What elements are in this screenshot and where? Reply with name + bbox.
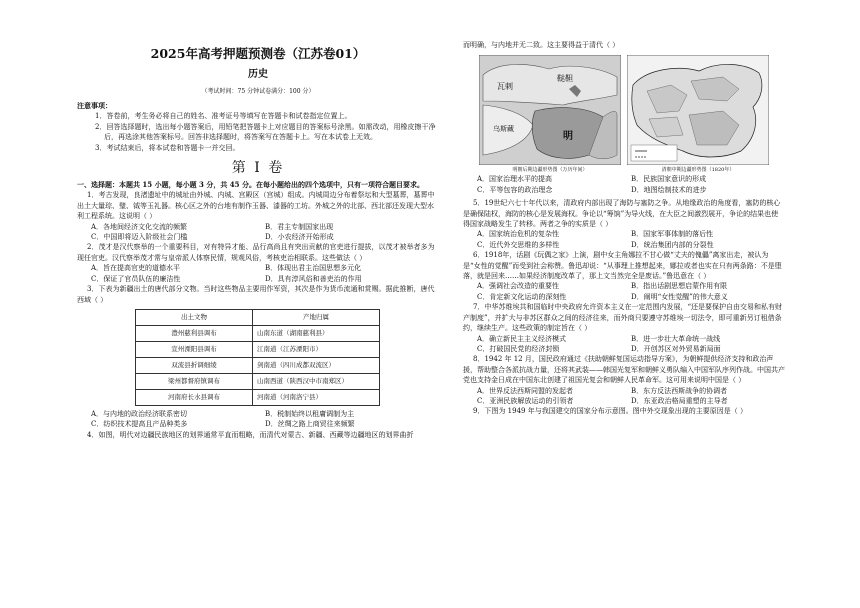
question-stem: 7．中华苏维埃共和国临时中央政府允许资本主义在一定范围内发展，“还是要保护自由交易和私有财产制度”，并扩大与非苏区群众之间的经济往来，而外商只要遵守苏维埃一切法令，即可重新另订租借条约，继续生产。这些政策的制定旨在（ ） [463,303,783,333]
table-cell: 山南西道（陕西汉中市南郑区） [253,373,380,389]
table-row [136,389,380,405]
question-options [463,281,785,302]
table-row [136,325,380,341]
option-b[interactable]: B．民族国家意识的形成 [631,175,707,184]
question-stem: 6．1918年，话剧《玩偶之家》上演，剧中女主角娜拉不甘心做“丈夫的傀儡”离家出走，被认为是“女性的觉醒”而受到社会称赞。鲁迅却说：“从事理上推想起来，娜拉或者也实在只有两条路：不是堕落，就是回来……如果经济制度改革了，那上文当然完全是废话。”鲁迅意在（ ） [463,251,782,281]
option-c[interactable]: C．近代外交思维的多样性 [477,240,560,249]
question-6 [463,250,785,302]
table-header-row [136,309,380,325]
table-cell: 山南东道（湖南慈利县） [253,325,380,341]
question-7 [463,302,785,354]
left-column [77,0,439,440]
question-options [463,386,785,407]
question-options [77,263,439,284]
question-5 [463,198,785,250]
qing-map-image [627,55,769,165]
table-cell: 宣州溧阳县调布 [136,341,253,357]
table-cell: 江南道（江苏溧阳市） [253,341,380,357]
table-row [136,357,380,373]
section-title: 第 I 卷 [231,160,285,177]
notice-item-1: 1．答卷前，考生务必将自己的姓名、准考证号等填写在答题卡和试卷指定位置上。 [95,112,352,121]
option-c[interactable]: C．打破国民党的经济封锁 [477,344,560,353]
option-c[interactable]: C．肯定新文化运动的深刻性 [477,292,567,301]
map-label-tatar: 鞑靼 [557,74,573,84]
choice-intro: 一、选择题：本题共 15 小题，每小题 3 分，共 45 分。在每小题给出的四个选项中，只有一项符合题目要求。 [77,180,424,190]
question-stem: 8．1942 年 12 月，国民政府通过《扶助朝鲜复国运动指导方案》，为朝鲜提供经济支持和政治声援，帮助整合各派抗战力量，还将其武装——韩国光复军和朝鲜义勇队编入中国军队序列作战。中国共产党也支持金日成在中国东北创建了祖国光复会和朝鲜人民革命军。这可用来说明中国是（ ） [463,355,785,385]
option-a[interactable]: A．国家治理水平的提高 [477,175,553,184]
question-options [77,222,439,243]
option-d[interactable]: D．阐明“女性觉醒”的伟大意义 [631,292,728,301]
question-options [77,409,439,430]
artifact-table [135,309,380,406]
option-d[interactable]: D．东亚政治格局重塑的主导者 [631,396,728,405]
option-a[interactable]: A．世界反法西斯同盟的发起者 [477,386,574,395]
qing-map [627,55,769,172]
table-header: 出土文物 [136,309,253,325]
notice-heading: 注意事项： [77,101,112,110]
question-3 [77,284,439,430]
map-caption: 清朝中期边疆形势图（1820年） [661,167,735,174]
right-column [463,40,785,417]
table-cell: 河南府长水县调布 [136,389,253,405]
option-b[interactable]: B．东方反法西斯战争的协调者 [631,386,728,395]
option-a[interactable]: A．与内地的政治经济联系密切 [91,409,188,418]
option-b[interactable]: B．进一步壮大革命统一战线 [631,334,721,343]
map-caption: 明朝后期边疆形势图（万历年间） [512,167,588,174]
option-a[interactable]: A．各地间经济文化交流的频繁 [91,222,188,231]
question-stem: 2．茂才是汉代察举的一个重要科目，对有特异才能、品行高尚且有突出贡献的官吏进行提拔，以茂才被举者多为现任官吏。汉代察举茂才常与皇帝派人体察民情，规观风俗，考核吏治相联系。这些做法（ ） [77,243,435,262]
option-c[interactable]: C．保证了官员队伍的廉洁性 [91,274,181,283]
question-9-stem: 9．下图为 1949 年与我国建交的国家分布示意图。图中外交现象出现的主要原因是（ ） [473,407,747,416]
page-title: 2025年高考押题预测卷（江苏卷01） [150,46,366,61]
map-label-ming: 明 [563,131,573,143]
question-stem: 1．考古发现，良渚遗址中的城址由外城、内城、宫殿区（宫城）组成。内城周边分布着祭坛和大型墓葬，墓葬中出土大量琮、璧、钺等玉礼器。核心区之外的台地有制作玉器、漆器的工坊。外城之外的北部、西北部还发现大型水利工程系统。这说明（ ） [77,191,435,221]
option-d[interactable]: D．开创苏区对外贸易新局面 [631,344,721,353]
table-header: 产地归属 [253,309,380,325]
table-cell: 澧州慈利县调布 [136,325,253,341]
option-b[interactable]: B．指出话剧思想启蒙作用有限 [631,282,728,291]
question-1 [77,190,439,242]
question-options [463,334,785,355]
question-stem: 3．下表为新疆出土的唐代部分文物。当时这些物品主要用作军资，其次是作为货币流通和赏赐。据此推断，唐代西域（ ） [77,285,435,304]
option-b[interactable]: B．君主专制国家出现 [265,222,334,231]
table-cell: 河南道（河南洛宁县） [253,389,380,405]
table-cell: 剑南道（四川成都双流区） [253,357,380,373]
option-c[interactable]: C．中国即将迈入阶级社会门槛 [91,233,188,242]
map-figures [479,55,769,172]
question-4-options [463,174,785,195]
table-row [136,341,380,357]
option-b[interactable]: B．体现出君主治国思想多元化 [265,264,362,273]
option-a[interactable]: A．旨在提高官吏的道德水平 [91,264,181,273]
option-c[interactable]: C．平等包容的政治理念 [477,185,553,194]
option-b[interactable]: B．税制始终以租庸调制为主 [265,409,355,418]
question-8 [463,354,785,406]
option-a[interactable]: A．强调社会改造的重要性 [477,282,560,291]
option-b[interactable]: B．国家军事体制的落后性 [631,230,714,239]
map-label-oirat: 瓦剌 [497,82,513,92]
question-4-stem-end: 而明确，与内地并无二致。这主要得益于清代（ ） [463,41,620,49]
map-label-tibet: 乌斯藏 [493,125,514,134]
table-cell: 双流县折调细绫 [136,357,253,373]
option-d[interactable]: D．丝绸之路上商贸往来频繁 [265,420,355,429]
question-stem: 5．19世纪六七十年代以来，清政府内部出现了海防与塞防之争。从地缘政治的角度看，塞防的核心是确保陆权，海防的核心是发展海权。争论以“筹饷”为导火线，在大臣之间激烈展开，争论的结果也使得国家战略发生了转移。两者之争的实质是（ ） [463,199,781,229]
option-d[interactable]: D．统治集团内部的分裂性 [631,240,714,249]
option-c[interactable]: C．纺织技术提高且产品种类多 [91,420,188,429]
ming-map [479,55,621,172]
ming-map-image [479,55,621,165]
option-a[interactable]: A．国家统治危机的复杂性 [477,230,560,239]
option-d[interactable]: D．地图绘制技术的进步 [631,185,707,194]
option-d[interactable]: D．具有淳风俗和善吏治的作用 [265,274,362,283]
question-2 [77,242,439,284]
notice-item-2: 2．回答选择题时，选出每小题答案后，用铅笔把答题卡上对应题目的答案标号涂黑。如需改动，用橡皮擦干净后，再选涂其他答案标号。回答非选择题时，将答案写在答题卡上。写在本试卷上无效。 [95,122,436,142]
notice-item-3: 3．考试结束后，将本试卷和答题卡一并交回。 [95,143,240,152]
exam-meta: （考试时间：75 分钟试卷满分：100 分） [201,88,315,95]
question-4-stem-start: 4．如图，明代对边疆民族地区的划界通常平直而粗略，而清代对蒙古、新疆、西藏等边疆地区的划界曲折 [87,430,414,439]
option-c[interactable]: C．亚洲民族解放运动的引领者 [477,396,574,405]
table-row [136,373,380,389]
subject-title: 历史 [248,69,268,80]
option-d[interactable]: D．小农经济开始形成 [265,233,334,242]
table-cell: 梁州都督府镇调布 [136,373,253,389]
question-options [463,229,785,250]
option-a[interactable]: A．确立新民主主义经济模式 [477,334,567,343]
